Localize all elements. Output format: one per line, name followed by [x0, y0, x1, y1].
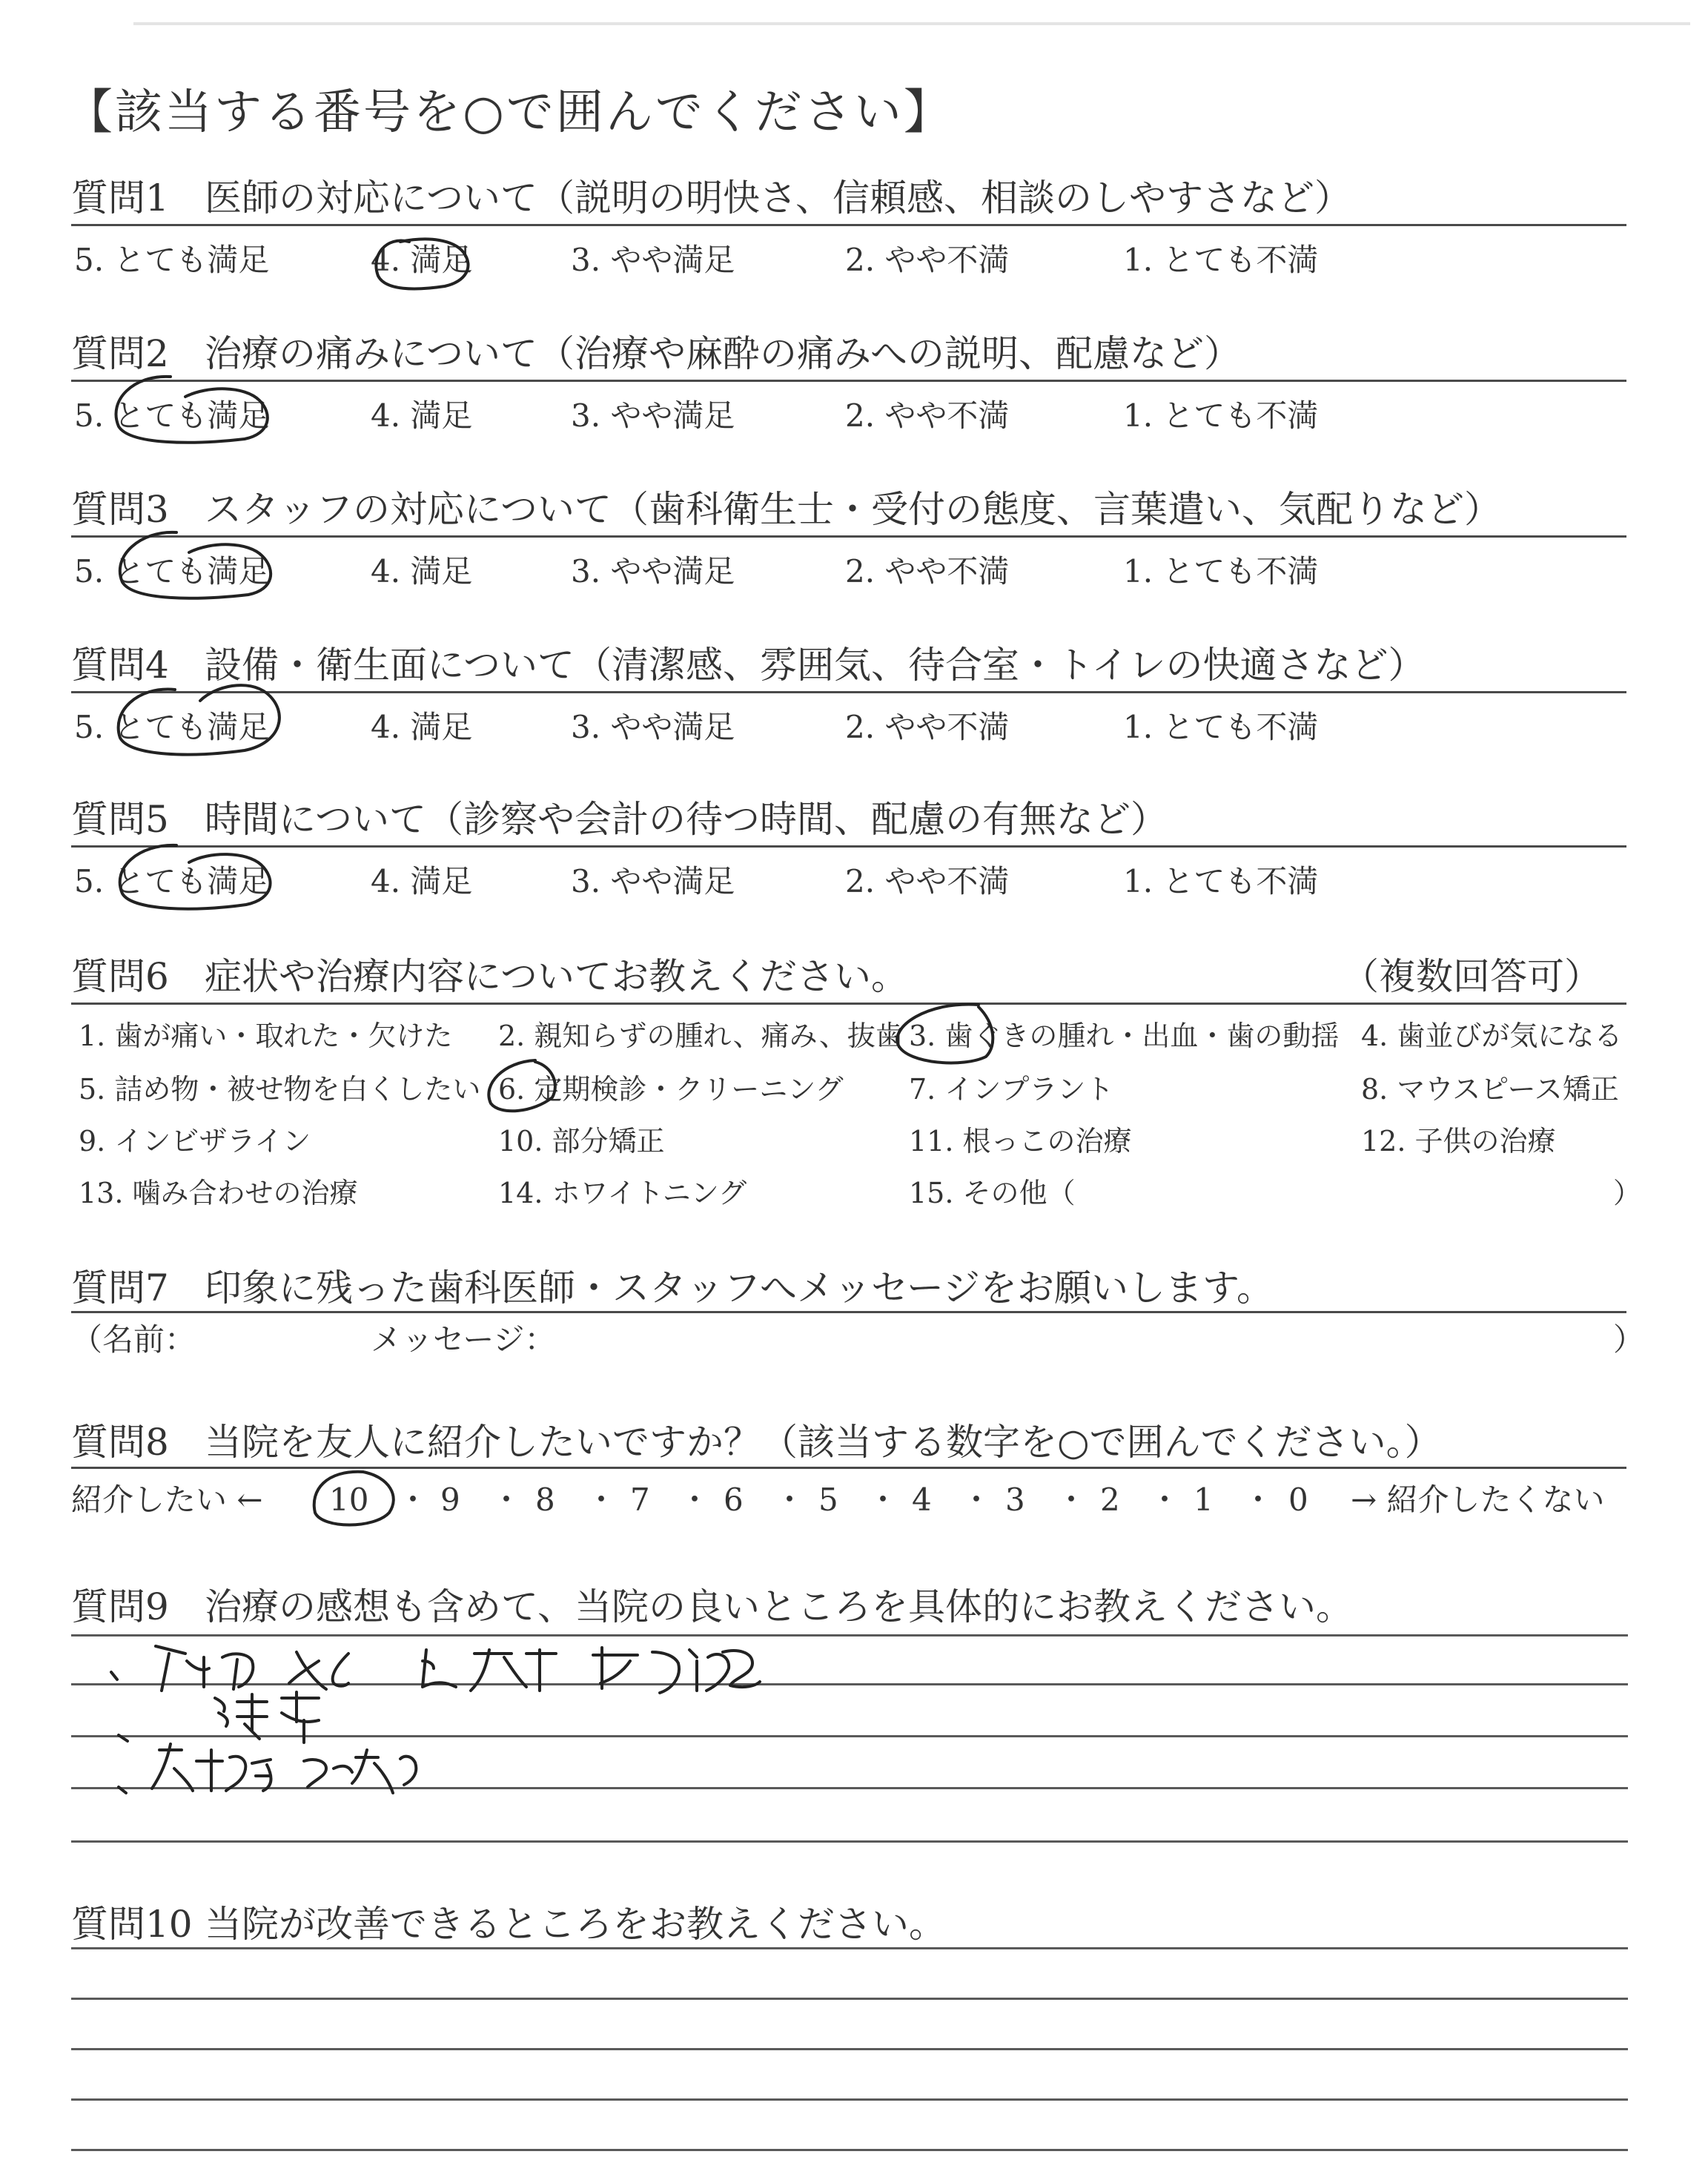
rating-option-2[interactable]: 2. やや不満: [845, 863, 1010, 899]
answer-rule: [71, 1311, 1626, 1313]
writing-line: [71, 1735, 1628, 1737]
answer-rule: [71, 1467, 1626, 1469]
rating-option-3[interactable]: 3. やや満足: [571, 863, 735, 899]
rating-option-1[interactable]: 1. とても不満: [1123, 553, 1319, 589]
recommend-right-label: → 紹介したくない: [1351, 1482, 1605, 1518]
answer-rule: [71, 845, 1626, 848]
answer-rule: [71, 380, 1626, 382]
scale-dot: ・: [586, 1482, 618, 1518]
question-5: [71, 798, 1628, 841]
rating-option-5[interactable]: 5. とても満足: [74, 242, 270, 278]
rating-option-1[interactable]: 1. とても不満: [1123, 863, 1319, 899]
symptom-option-15[interactable]: 15. その他（: [909, 1177, 1076, 1209]
symptom-option-9[interactable]: 9. インビザライン: [79, 1125, 311, 1157]
question-title: 質問7 印象に残った歯科医師・スタッフへメッセージをお願いします。: [71, 1266, 1274, 1309]
rating-option-1[interactable]: 1. とても不満: [1123, 709, 1319, 745]
question-4: [71, 644, 1628, 687]
question-10: [71, 1903, 1628, 1946]
symptom-option-11[interactable]: 11. 根っこの治療: [909, 1125, 1132, 1157]
writing-line: [71, 1840, 1628, 1843]
scale-dot: ・: [491, 1482, 523, 1518]
rating-option-1[interactable]: 1. とても不満: [1123, 397, 1319, 434]
question-7: [71, 1266, 1628, 1309]
symptom-option-4[interactable]: 4. 歯並びが気になる: [1361, 1020, 1623, 1052]
symptom-option-10[interactable]: 10. 部分矯正: [498, 1125, 665, 1157]
writing-line: [71, 2098, 1628, 2101]
question-title: 質問4 設備・衛生面について（清潔感、雰囲気、待合室・トイレの快適さなど）: [71, 644, 1426, 687]
symptom-option-13[interactable]: 13. 噛み合わせの治療: [79, 1177, 358, 1209]
question-9: [71, 1585, 1628, 1628]
scale-option-10[interactable]: 10: [329, 1482, 369, 1518]
question-title: 質問9 治療の感想も含めて、当院の良いところを具体的にお教えください。: [71, 1585, 1353, 1628]
scale-option-7[interactable]: 7: [630, 1482, 650, 1518]
rating-option-3[interactable]: 3. やや満足: [571, 397, 735, 434]
question-3: [71, 488, 1628, 531]
question-title: 質問2 治療の痛みについて（治療や麻酔の痛みへの説明、配慮など）: [71, 332, 1241, 375]
question-title: 質問1 医師の対応について（説明の明快さ、信頼感、相談のしやすさなど）: [71, 176, 1351, 219]
symptom-option-1[interactable]: 1. 歯が痛い・取れた・欠けた: [79, 1020, 453, 1052]
question-2: [71, 332, 1628, 375]
other-close-paren: ）: [1613, 1177, 1642, 1209]
rating-option-5[interactable]: 5. とても満足: [74, 709, 270, 745]
scale-dot: ・: [961, 1482, 993, 1518]
question-title: 質問3 スタッフの対応について（歯科衛生士・受付の態度、言葉遣い、気配りなど）: [71, 488, 1501, 531]
writing-line: [71, 1998, 1628, 2000]
writing-line: [71, 1947, 1628, 1949]
scale-option-9[interactable]: 9: [440, 1482, 460, 1518]
answer-rule: [71, 535, 1626, 538]
scale-dot: ・: [774, 1482, 806, 1518]
writing-line: [71, 2149, 1628, 2151]
top-border-line: [133, 22, 1690, 25]
scale-option-8[interactable]: 8: [535, 1482, 555, 1518]
rating-option-4[interactable]: 4. 満足: [371, 863, 473, 899]
question-8: [71, 1421, 1628, 1464]
scale-option-6[interactable]: 6: [724, 1482, 744, 1518]
rating-option-5[interactable]: 5. とても満足: [74, 553, 270, 589]
q9-handwritten-answers: [111, 1646, 760, 1793]
scale-option-5[interactable]: 5: [818, 1482, 838, 1518]
rating-option-4[interactable]: 4. 満足: [371, 709, 473, 745]
question-title: 質問10 当院が改善できるところをお教えください。: [71, 1903, 946, 1946]
scale-dot: ・: [867, 1482, 899, 1518]
rating-option-2[interactable]: 2. やや不満: [845, 397, 1010, 434]
scale-option-3[interactable]: 3: [1005, 1482, 1025, 1518]
scale-dot: ・: [397, 1482, 429, 1518]
symptom-option-6[interactable]: 6. 定期検診・クリーニング: [498, 1073, 844, 1106]
question-title: 質問8 当院を友人に紹介したいですか？（該当する数字を○で囲んでください。）: [71, 1421, 1442, 1464]
question-title: 質問5 時間について（診察や会計の待つ時間、配慮の有無など）: [71, 798, 1168, 841]
scale-dot: ・: [1149, 1482, 1181, 1518]
rating-option-5[interactable]: 5. とても満足: [74, 397, 270, 434]
answer-rule: [71, 1003, 1626, 1005]
scale-option-2[interactable]: 2: [1100, 1482, 1120, 1518]
multiple-answer-note: （複数回答可）: [1342, 955, 1601, 998]
question-1: [71, 176, 1628, 219]
symptom-option-8[interactable]: 8. マウスピース矯正: [1361, 1073, 1619, 1106]
answer-rule: [71, 224, 1626, 226]
scale-dot: ・: [679, 1482, 711, 1518]
question-title: 質問6 症状や治療内容についてお教えください。 （複数回答可）: [71, 955, 1601, 998]
recommend-left-label: 紹介したい ←: [71, 1482, 263, 1518]
rating-option-3[interactable]: 3. やや満足: [571, 553, 735, 589]
message-label: メッセージ：: [371, 1321, 556, 1358]
writing-line: [71, 1787, 1628, 1789]
symptom-option-3[interactable]: 3. 歯ぐきの腫れ・出血・歯の動揺: [909, 1020, 1340, 1052]
symptom-option-14[interactable]: 14. ホワイトニング: [498, 1177, 747, 1209]
rating-option-4[interactable]: 4. 満足: [371, 242, 473, 278]
writing-line: [71, 2048, 1628, 2050]
rating-option-2[interactable]: 2. やや不満: [845, 242, 1010, 278]
symptom-option-7[interactable]: 7. インプラント: [909, 1073, 1114, 1106]
rating-option-5[interactable]: 5. とても満足: [74, 863, 270, 899]
rating-option-2[interactable]: 2. やや不満: [845, 553, 1010, 589]
symptom-option-12[interactable]: 12. 子供の治療: [1361, 1125, 1556, 1157]
rating-option-2[interactable]: 2. やや不満: [845, 709, 1010, 745]
rating-option-1[interactable]: 1. とても不満: [1123, 242, 1319, 278]
scale-option-4[interactable]: 4: [912, 1482, 932, 1518]
scale-dot: ・: [1242, 1482, 1274, 1518]
scale-option-1[interactable]: 1: [1194, 1482, 1214, 1518]
rating-option-3[interactable]: 3. やや満足: [571, 242, 735, 278]
symptom-option-5[interactable]: 5. 詰め物・被せ物を白くしたい: [79, 1073, 481, 1106]
rating-option-3[interactable]: 3. やや満足: [571, 709, 735, 745]
rating-option-4[interactable]: 4. 満足: [371, 553, 473, 589]
answer-rule: [71, 691, 1626, 693]
scale-option-0[interactable]: 0: [1288, 1482, 1308, 1518]
question-6: [71, 955, 1628, 998]
scale-dot: ・: [1056, 1482, 1088, 1518]
writing-line: [71, 1634, 1628, 1636]
name-label: （名前：: [71, 1321, 196, 1358]
message-close-paren: ）: [1613, 1321, 1645, 1358]
rating-option-4[interactable]: 4. 満足: [371, 397, 473, 434]
form-instruction-header: 【該当する番号を○で囲んでください】: [65, 85, 953, 140]
writing-line: [71, 1683, 1628, 1685]
symptom-option-2[interactable]: 2. 親知らずの腫れ、痛み、抜歯: [498, 1020, 904, 1052]
